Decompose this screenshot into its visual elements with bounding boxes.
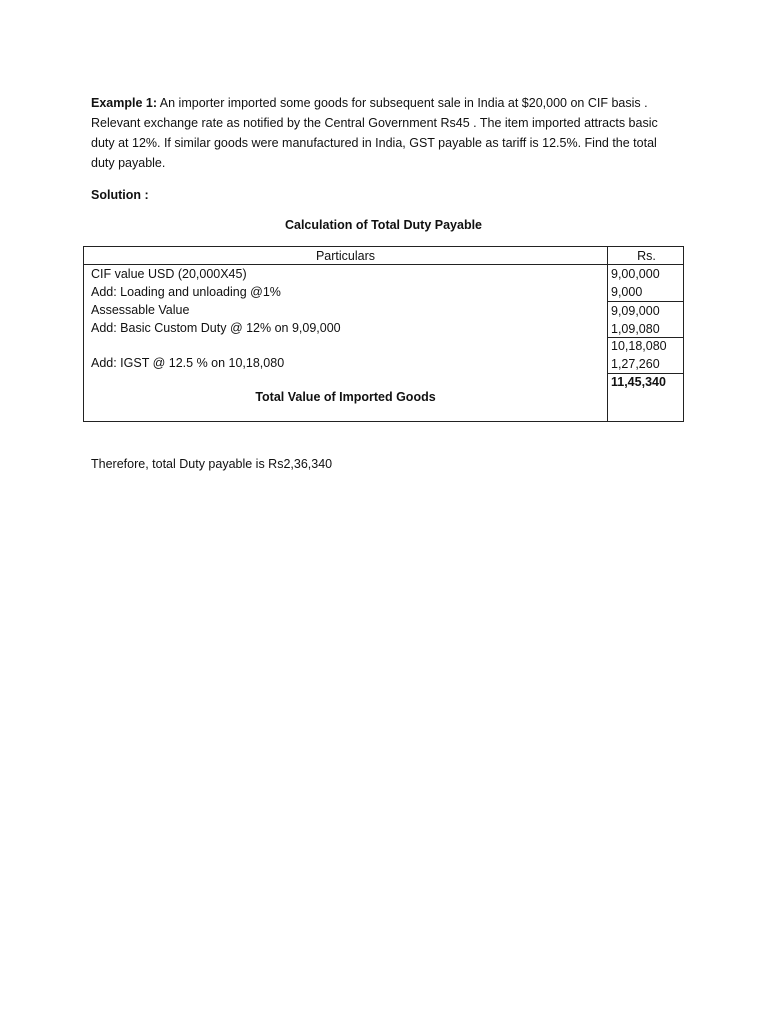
question-text: Example 1: An importer imported some goods for subsequent sale in India at $20,000 on CIF basis . Relevant exchange rate as notified by the Central Government Rs45 . The item imported attracts basic duty at 12%. If similar goods were manufactured in India, GST payable as tariff is 12.5%. Find the total duty payable. [91, 96, 658, 170]
particular-row: Add: Loading and unloading @1% [91, 285, 281, 299]
conclusion-text: Therefore, total Duty payable is Rs2,36,340 [91, 457, 333, 471]
amount-cell: 10,18,080 [611, 339, 667, 353]
particular-row: Add: IGST @ 12.5 % on 10,18,080 [91, 356, 285, 370]
calculation-table [83, 246, 684, 422]
amount-cell: 9,000 [611, 285, 643, 299]
table-title: Calculation of Total Duty Payable [284, 218, 483, 232]
particular-row: CIF value USD (20,000X45) [91, 267, 247, 281]
particular-row: Add: Basic Custom Duty @ 12% on 9,09,000 [91, 321, 341, 335]
amount-cell: 1,27,260 [611, 357, 660, 371]
total-label: Total Value of Imported Goods [255, 390, 436, 404]
amount-cell: 9,00,000 [611, 267, 660, 281]
header-particulars: Particulars [315, 249, 376, 263]
particular-row: Assessable Value [91, 303, 190, 317]
amount-cell: 1,09,080 [611, 322, 660, 336]
amount-cell: 9,09,000 [611, 304, 660, 318]
solution-label: Solution : [91, 188, 149, 202]
total-amount: 11,45,340 [611, 375, 666, 389]
header-rs: Rs. [637, 249, 656, 263]
